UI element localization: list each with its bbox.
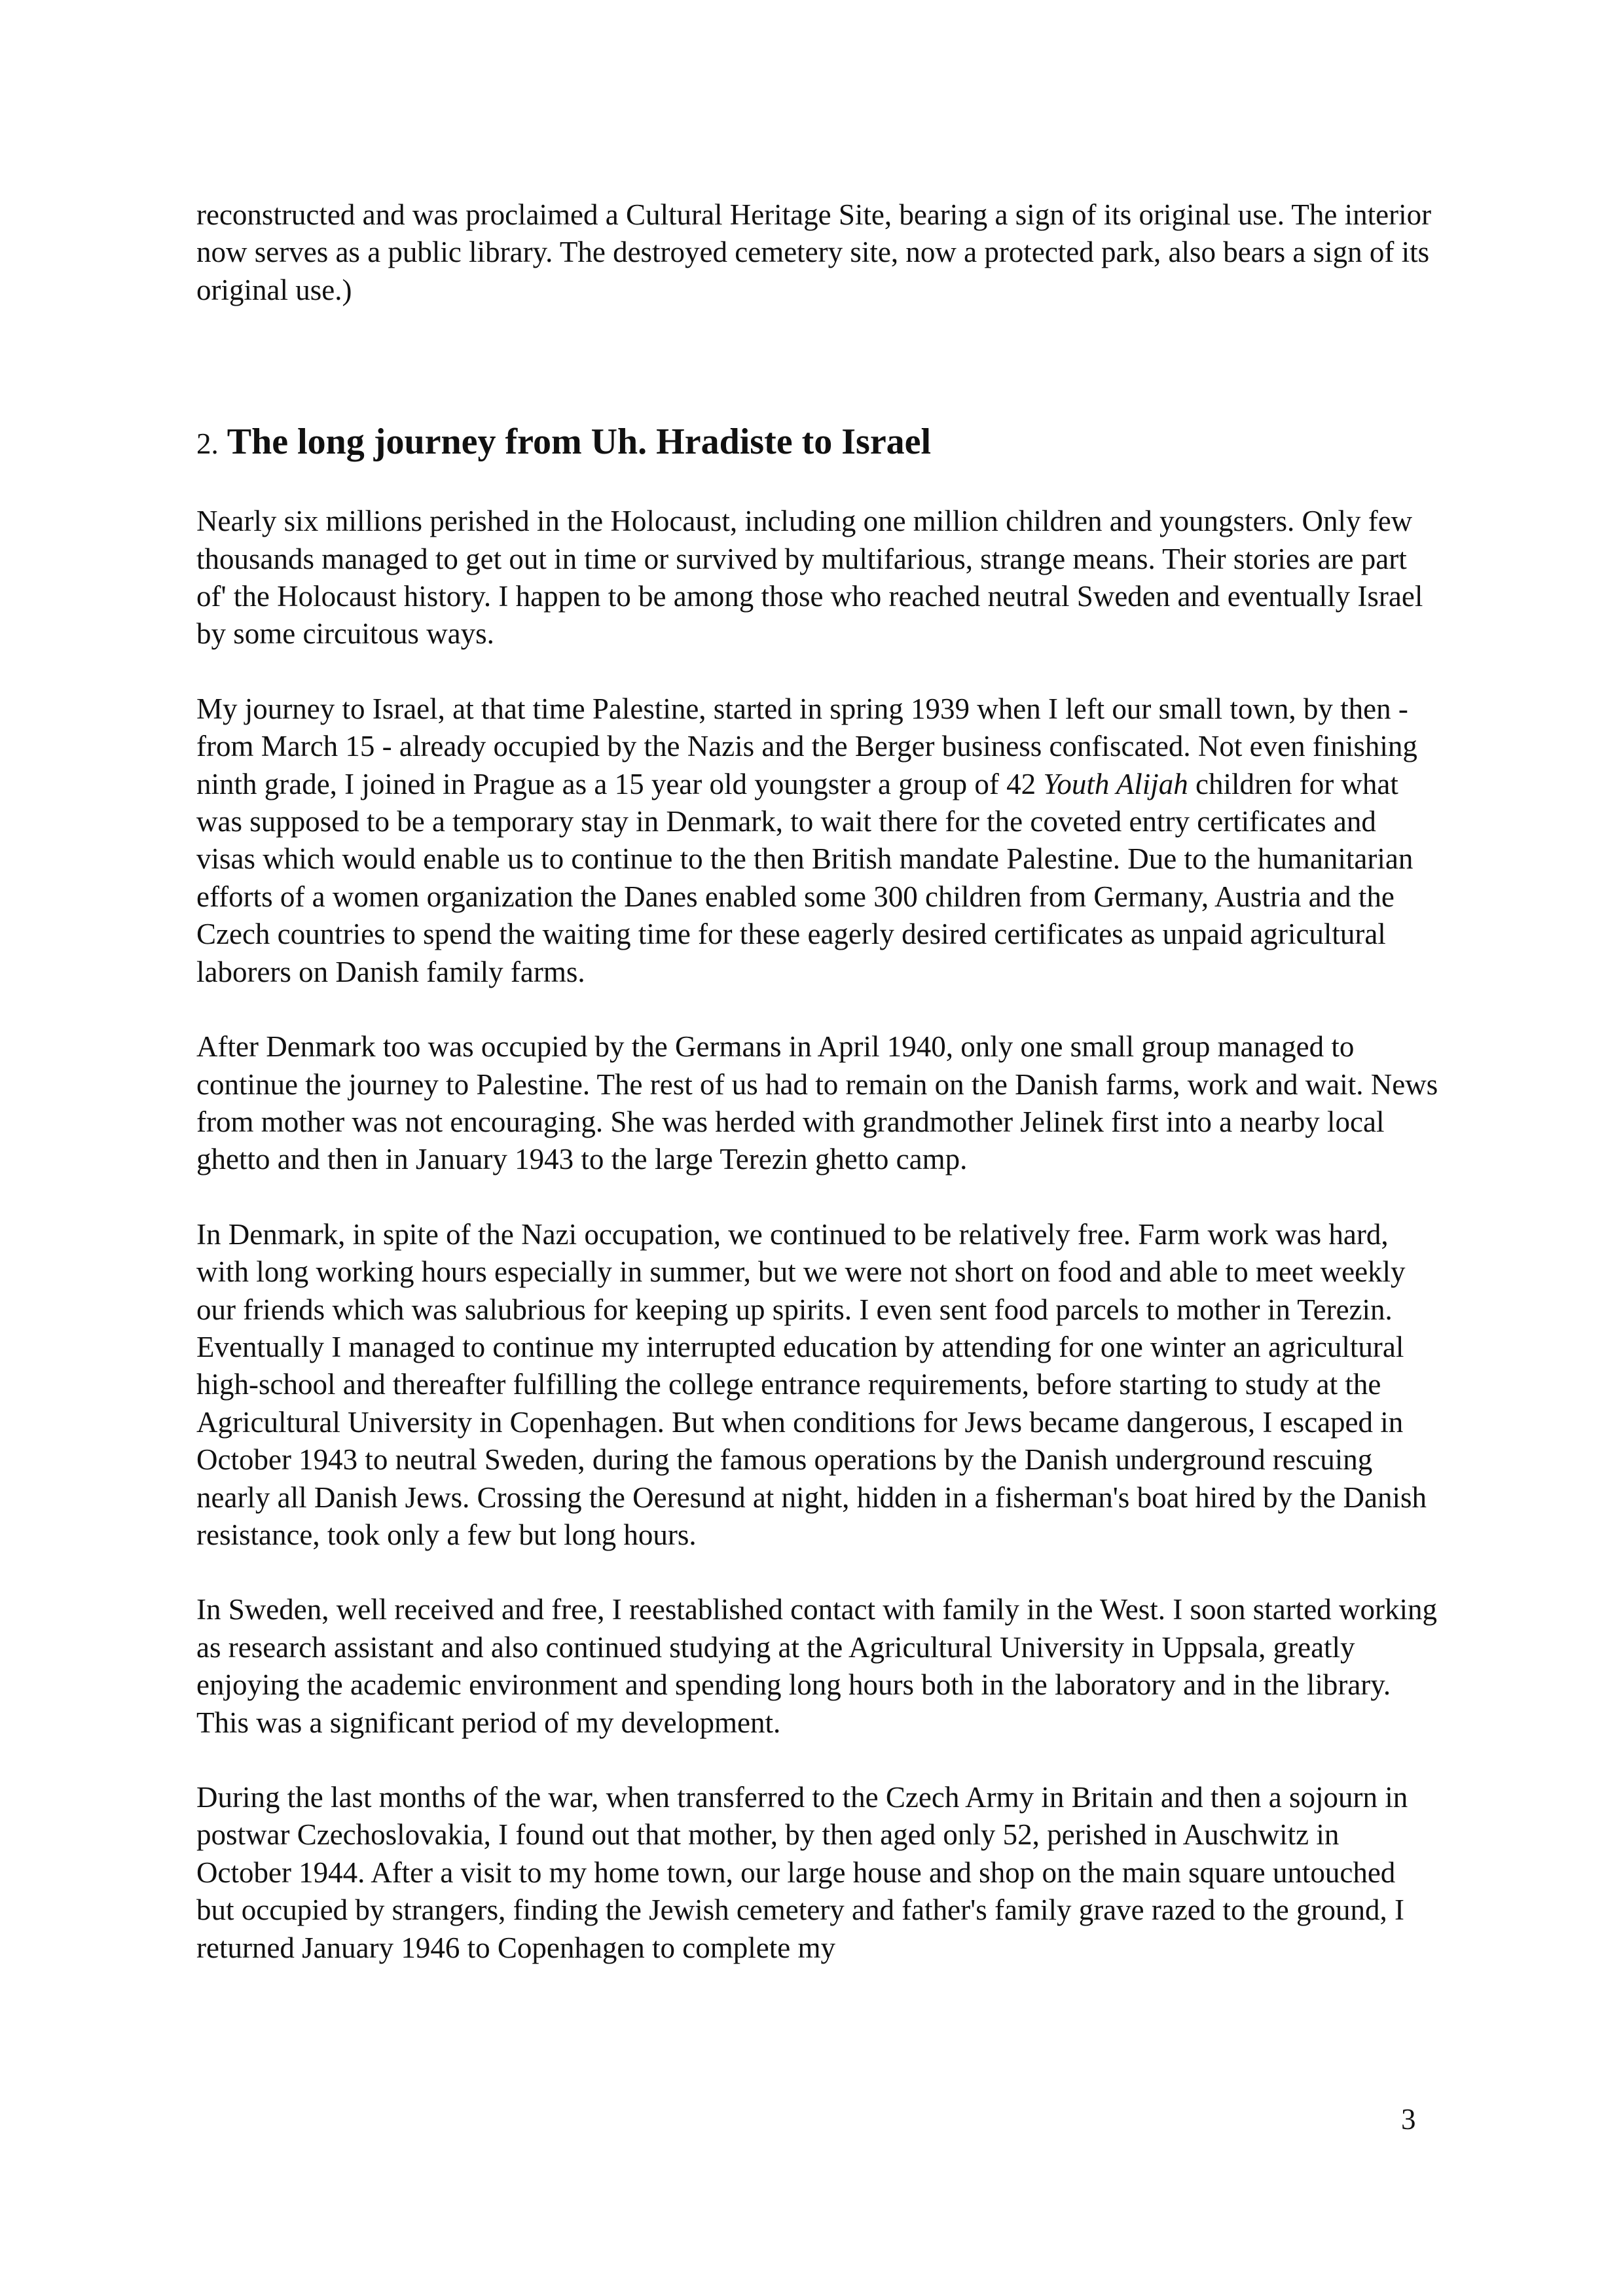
paragraph-denmark-occupied: After Denmark too was occupied by the Germans in April 1940, only one small group managed to continue the journey to Palestine. The rest of us had to remain on the Danish farms, work and wait. News from mother was not encouraging. She was herded with grandmother Jelinek first into a nearby local ghetto and then in January 1943 to the large Terezin ghetto camp.: [196, 1030, 1438, 1176]
youth-alijah-italic: Youth Alijah: [1043, 767, 1188, 800]
paragraph-sweden: In Sweden, well received and free, I reestablished contact with family in the West. I soon started working as research assistant and also continued studying at the Agricultural University in Uppsala, greatly enjoying the academic environment and spending long hours both in the laboratory and in the library. This was a significant period of my development.: [196, 1593, 1437, 1739]
paragraph-war-end: During the last months of the war, when transferred to the Czech Army in Britain and then a sojourn in postwar Czechoslovakia, I found out that mother, by then aged only 52, perished in Auschwitz in October 1944. After a visit to my home town, our large house and shop on the main square untouched but occupied by strangers, finding the Jewish cemetery and father's family grave razed to the ground, I returned January 1946 to Copenhagen to complete my: [196, 1781, 1408, 1964]
section-number: 2.: [196, 427, 219, 461]
section-title: The long journey from Uh. Hradiste to Israel: [227, 422, 932, 463]
journey-text-start: My journey to Israel, at that time Palestine, started in spring 1939 when I left our small town, by then - from March 15 - already occupied by the Nazis and the Berger business confiscated. Not even finishing ninth grade, I joined in Prague as a 15 year old youngster a group of 42: [196, 692, 1417, 800]
paragraph-denmark-life: In Denmark, in spite of the Nazi occupation, we continued to be relatively free. Farm work was hard, with long working hours especially in summer, but we were not short on food and able to meet weekly our friends which was salubrious for keeping up spirits. I even sent food parcels to mother in Terezin. Eventually I managed to continue my interrupted education by attending for one winter an agricultural high-school and thereafter fulfilling the college entrance requirements, before starting to study at the Agricultural University in Copenhagen. But when conditions for Jews became dangerous, I escaped in October 1943 to neutral Sweden, during the famous operations by the Danish underground rescuing nearly all Danish Jews. Crossing the Oeresund at night, hidden in a fisherman's boat hired by the Danish resistance, took only a few but long hours.: [196, 1217, 1427, 1551]
paragraph-journey: [196, 691, 1440, 991]
paragraph-holocaust: Nearly six millions perished in the Holocaust, including one million children and youngsters. Only few thousands managed to get out in time or survived by multifarious, strange means. Their stories are part of' the Holocaust history. I happen to be among those who reached neutral Sweden and eventually Israel by some circuitous ways.: [196, 505, 1423, 651]
page-number: 3: [1401, 2103, 1416, 2136]
journey-text-end: children for what was supposed to be a temporary stay in Denmark, to wait there for the coveted entry certificates and visas which would enable us to continue to the then British mandate Palestine. Due to the humanitarian efforts of a women organization the Danes enabled some 300 children from Germany, Austria and the Czech countries to spend the waiting time for these eagerly desired certificates as unpaid agricultural laborers on Danish family farms.: [196, 767, 1413, 988]
document-page: [196, 196, 1440, 2004]
intro-paragraph: reconstructed and was proclaimed a Cultural Heritage Site, bearing a sign of its original use. The interior now serves as a public library. The destroyed cemetery site, now a protected park, also bears a sign of its original use.): [196, 198, 1432, 306]
section-heading: [196, 419, 1440, 467]
